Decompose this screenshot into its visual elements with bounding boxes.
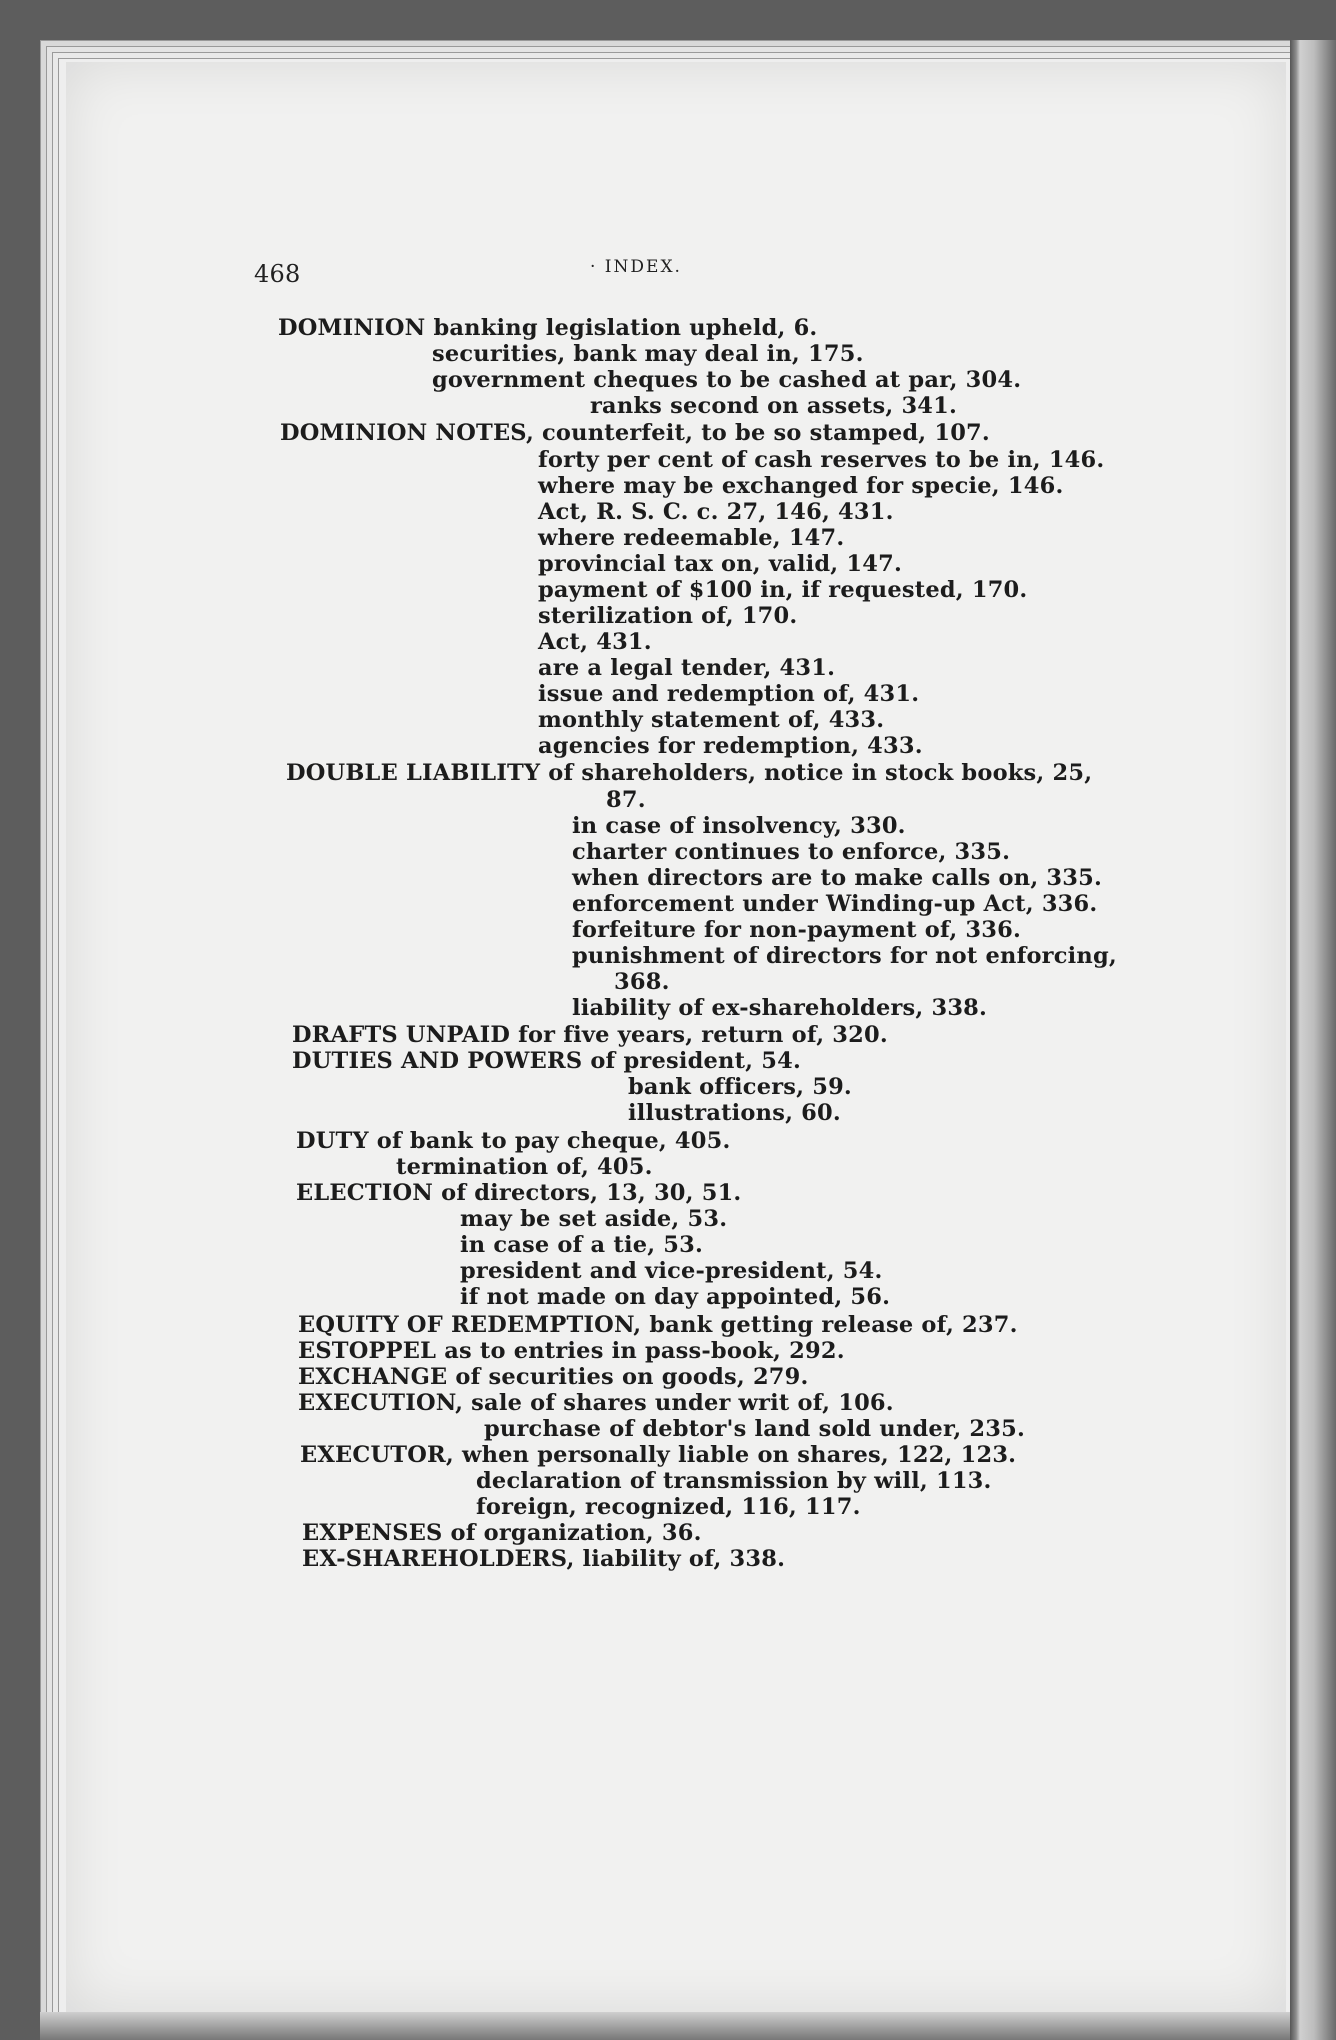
index-page — [66, 62, 1286, 2012]
entry-heading: EXECUTION, — [298, 1390, 464, 1416]
entry-sub-line: government cheques to be cashed at par, 304. — [432, 367, 1022, 393]
entry-first-line: of bank to pay cheque, 405. — [376, 1128, 731, 1154]
entry-first-line: liability of, 338. — [582, 1546, 786, 1572]
entry-sub-line: monthly statement of, 433. — [538, 707, 885, 733]
entry-heading: EXCHANGE — [298, 1364, 448, 1390]
entry-sub-line: in case of insolvency, 330. — [572, 813, 906, 839]
entry-sub-line: forty per cent of cash reserves to be in, 146. — [538, 447, 1105, 473]
entry-sub-line: agencies for redemption, 433. — [538, 733, 923, 759]
entry-first-line: banking legislation upheld, 6. — [433, 315, 818, 341]
entry-sub-line: where may be exchanged for specie, 146. — [538, 473, 1064, 499]
entry-first-line: of directors, 13, 30, 51. — [441, 1180, 742, 1206]
entry-heading: DOMINION NOTES, — [280, 420, 534, 446]
entry-sub-line: where redeemable, 147. — [538, 525, 845, 551]
entry-sub-line: termination of, 405. — [396, 1154, 653, 1180]
entry-heading: ESTOPPEL — [298, 1338, 437, 1364]
book-binding — [1290, 40, 1336, 2040]
entry-heading: DUTIES AND POWERS — [292, 1048, 583, 1074]
entry-first-line: of organization, 36. — [450, 1520, 702, 1546]
entry-heading: DOMINION — [278, 315, 426, 341]
entry-sub-line: 368. — [614, 969, 670, 995]
entry-sub-line: Act, 431. — [538, 629, 652, 655]
entry-sub-line: punishment of directors for not enforcing, — [572, 943, 1117, 969]
entry-first-line: when personally liable on shares, 122, 123. — [462, 1442, 1017, 1468]
entry-heading: DRAFTS UNPAID — [292, 1022, 511, 1048]
entry-sub-line: may be set aside, 53. — [460, 1206, 728, 1232]
entry-heading: DOUBLE LIABILITY — [286, 760, 541, 786]
entry-sub-line: provincial tax on, valid, 147. — [538, 551, 902, 577]
entry-first-line: of securities on goods, 279. — [455, 1364, 809, 1390]
entry-first-line: bank getting release of, 237. — [649, 1312, 1018, 1338]
entry-sub-line: president and vice-president, 54. — [460, 1258, 883, 1284]
entry-heading: EQUITY OF REDEMPTION, — [298, 1312, 642, 1338]
entry-sub-line: bank officers, 59. — [628, 1074, 852, 1100]
entry-first-line: of shareholders, notice in stock books, 25, — [548, 760, 1093, 786]
entry-first-line: of president, 54. — [590, 1048, 801, 1074]
entry-heading: DUTY — [296, 1128, 369, 1154]
entry-sub-line: are a legal tender, 431. — [538, 655, 836, 681]
entry-sub-line: forfeiture for non-payment of, 336. — [572, 917, 1022, 943]
entry-sub-line: enforcement under Winding-up Act, 336. — [572, 891, 1098, 917]
page-number: 468 — [254, 260, 301, 288]
entry-sub-line: issue and redemption of, 431. — [538, 681, 920, 707]
entry-sub-line: foreign, recognized, 116, 117. — [476, 1494, 861, 1520]
entry-sub-line: declaration of transmission by will, 113. — [476, 1468, 992, 1494]
entry-first-line: as to entries in pass-book, 292. — [444, 1338, 845, 1364]
entry-sub-line: ranks second on assets, 341. — [590, 393, 958, 419]
page-bottom-edge — [40, 2012, 1290, 2040]
entry-sub-line: securities, bank may deal in, 175. — [432, 341, 864, 367]
entry-heading: EXECUTOR, — [300, 1442, 454, 1468]
entry-heading: EX-SHAREHOLDERS, — [302, 1546, 575, 1572]
entry-heading: EXPENSES — [302, 1520, 443, 1546]
running-head: · INDEX. — [590, 257, 682, 277]
entry-sub-line: payment of $100 in, if requested, 170. — [538, 577, 1028, 603]
entry-sub-line: liability of ex-shareholders, 338. — [572, 995, 988, 1021]
entry-first-line: counterfeit, to be so stamped, 107. — [542, 420, 990, 446]
entry-sub-line: if not made on day appointed, 56. — [460, 1284, 891, 1310]
entry-first-line: sale of shares under writ of, 106. — [471, 1390, 894, 1416]
entry-sub-line: sterilization of, 170. — [538, 603, 798, 629]
entry-sub-line: 87. — [606, 787, 646, 813]
entry-sub-line: charter continues to enforce, 335. — [572, 839, 1011, 865]
entry-sub-line: illustrations, 60. — [628, 1100, 841, 1126]
entry-sub-line: Act, R. S. C. c. 27, 146, 431. — [538, 499, 894, 525]
entry-sub-line: when directors are to make calls on, 335. — [572, 865, 1102, 891]
entry-sub-line: in case of a tie, 53. — [460, 1232, 704, 1258]
entry-heading: ELECTION — [296, 1180, 434, 1206]
entry-first-line: for five years, return of, 320. — [518, 1022, 888, 1048]
entry-sub-line: purchase of debtor's land sold under, 235. — [484, 1416, 1026, 1442]
